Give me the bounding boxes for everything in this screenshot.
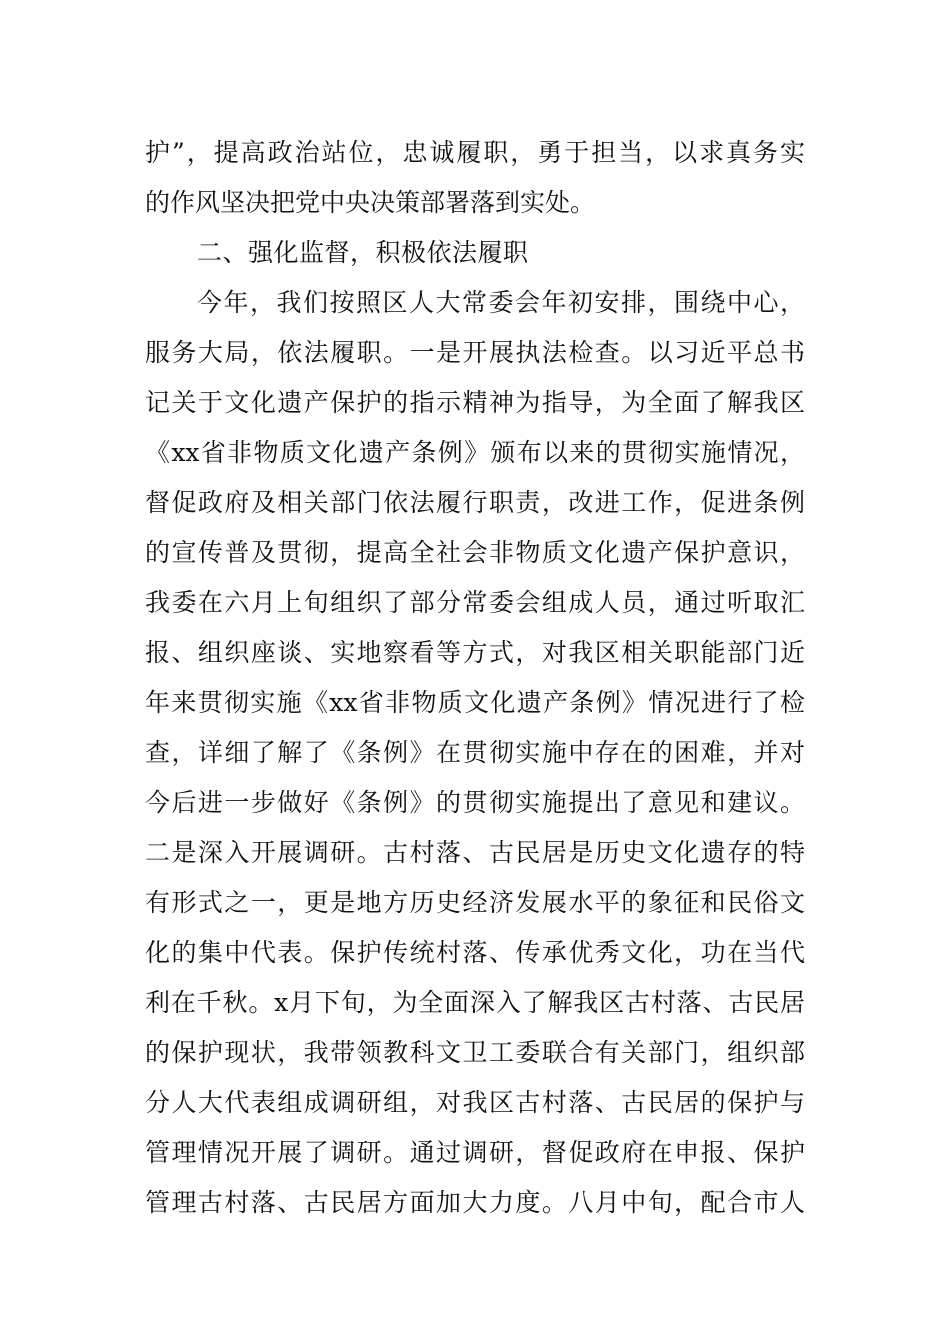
paragraph-line: 分人大代表组成调研组，对我区古村落、古民居的保护与: [145, 1088, 805, 1117]
paragraph-line: 督促政府及相关部门依法履行职责，改进工作，促进条例: [145, 488, 805, 517]
paragraph-line: 的保护现状，我带领教科文卫工委联合有关部门，组织部: [145, 1038, 805, 1067]
paragraph-line: 今后进一步做好《条例》的贯彻实施提出了意见和建议。: [145, 788, 805, 817]
paragraph-line: 二是深入开展调研。古村落、古民居是历史文化遗存的特: [145, 838, 805, 867]
paragraph-line: 管理古村落、古民居方面加大力度。八月中旬，配合市人: [145, 1188, 805, 1217]
paragraph-line: 的作风坚决把党中央决策部署落到实处。: [145, 188, 596, 217]
paragraph-line: 管理情况开展了调研。通过调研，督促政府在申报、保护: [145, 1138, 805, 1167]
section-heading: 二、强化监督，积极依法履职: [197, 238, 529, 267]
paragraph-line: 记关于文化遗产保护的指示精神为指导，为全面了解我区: [145, 388, 805, 417]
paragraph-line: 年来贯彻实施《xx省非物质文化遗产条例》情况进行了检: [145, 688, 805, 717]
paragraph-line: 服务大局，依法履职。一是开展执法检查。以习近平总书: [145, 338, 805, 367]
paragraph-line: 有形式之一，更是地方历史经济发展水平的象征和民俗文: [145, 888, 805, 917]
body-text: [145, 128, 805, 1228]
paragraph-line: 利在千秋。x月下旬，为全面深入了解我区古村落、古民居: [145, 988, 805, 1017]
paragraph-line: 的宣传普及贯彻，提高全社会非物质文化遗产保护意识，: [145, 538, 805, 567]
paragraph-line: 护”，提高政治站位，忠诚履职，勇于担当，以求真务实: [145, 138, 805, 167]
paragraph-line: 化的集中代表。保护传统村落、传承优秀文化，功在当代: [145, 938, 805, 967]
paragraph-line: 今年，我们按照区人大常委会年初安排，围绕中心，: [197, 288, 805, 317]
paragraph-line: 《xx省非物质文化遗产条例》颁布以来的贯彻实施情况，: [145, 438, 805, 467]
paragraph-line: 查，详细了解了《条例》在贯彻实施中存在的困难，并对: [145, 738, 805, 767]
paragraph-line: 报、组织座谈、实地察看等方式，对我区相关职能部门近: [145, 638, 805, 667]
paragraph-line: 我委在六月上旬组织了部分常委会组成人员，通过听取汇: [145, 588, 805, 617]
